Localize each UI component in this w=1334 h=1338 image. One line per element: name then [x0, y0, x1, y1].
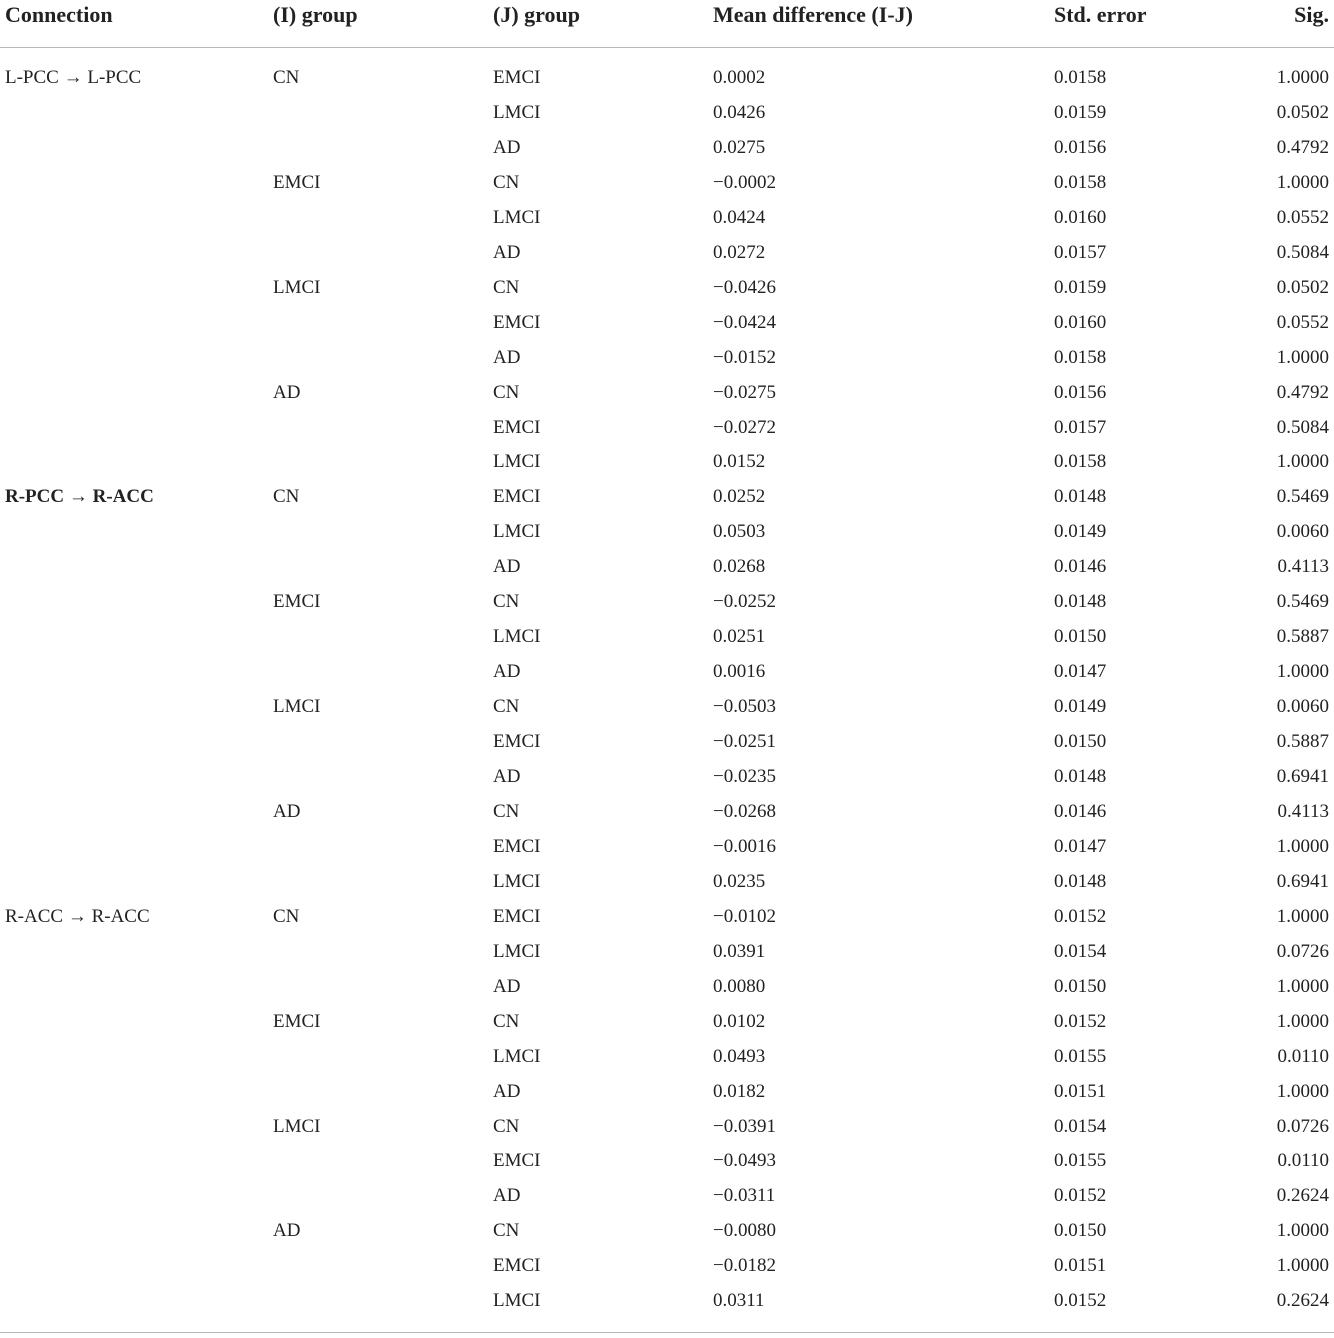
mean-difference-cell: −0.0016 [713, 835, 776, 857]
std-error-cell: 0.0148 [1054, 486, 1107, 508]
mean-difference-cell: 0.0493 [713, 1045, 766, 1067]
i-group-cell: LMCI [273, 696, 321, 718]
j-group-cell: CN [493, 1220, 520, 1242]
std-error-cell: 0.0155 [1054, 1045, 1107, 1067]
std-error-cell: 0.0154 [1054, 940, 1107, 962]
i-group-cell: LMCI [273, 1115, 321, 1137]
sig-cell: 1.0000 [1276, 835, 1329, 857]
sig-cell: 1.0000 [1276, 1255, 1329, 1277]
std-error-cell: 0.0150 [1054, 1220, 1107, 1242]
mean-difference-cell: −0.0424 [713, 311, 776, 333]
i-group-cell: AD [273, 1220, 301, 1242]
std-error-cell: 0.0160 [1054, 311, 1107, 333]
sig-cell: 0.0552 [1276, 206, 1329, 228]
sig-cell: 1.0000 [1276, 346, 1329, 368]
sig-cell: 1.0000 [1276, 1080, 1329, 1102]
std-error-cell: 0.0150 [1054, 975, 1107, 997]
sig-cell: 0.2624 [1276, 1290, 1329, 1312]
table-row [0, 1074, 1334, 1109]
std-error-cell: 0.0147 [1054, 835, 1107, 857]
j-group-cell: AD [493, 556, 521, 578]
table-row [0, 479, 1334, 514]
std-error-cell: 0.0151 [1054, 1080, 1107, 1102]
j-group-cell: CN [493, 591, 520, 613]
mean-difference-cell: −0.0182 [713, 1255, 776, 1277]
j-group-cell: AD [493, 1080, 521, 1102]
std-error-cell: 0.0158 [1054, 171, 1107, 193]
std-error-cell: 0.0150 [1054, 731, 1107, 753]
table-row [0, 60, 1334, 95]
std-error-cell: 0.0159 [1054, 276, 1107, 298]
j-group-cell: CN [493, 1115, 520, 1137]
table-header [0, 0, 1334, 48]
std-error-cell: 0.0146 [1054, 556, 1107, 578]
std-error-cell: 0.0148 [1054, 591, 1107, 613]
table-row [0, 864, 1334, 899]
j-group-cell: LMCI [493, 626, 541, 648]
mean-difference-cell: −0.0102 [713, 905, 776, 927]
mean-difference-cell: 0.0235 [713, 870, 766, 892]
sig-cell: 0.4792 [1276, 381, 1329, 403]
j-group-cell: LMCI [493, 206, 541, 228]
table-row [0, 340, 1334, 375]
j-group-cell: CN [493, 276, 520, 298]
table-row [0, 724, 1334, 759]
sig-cell: 0.5887 [1276, 626, 1329, 648]
mean-difference-cell: −0.0152 [713, 346, 776, 368]
table-row [0, 514, 1334, 549]
table-row [0, 410, 1334, 445]
j-group-cell: EMCI [493, 1255, 541, 1277]
mean-difference-cell: 0.0311 [713, 1290, 765, 1312]
j-group-cell: CN [493, 696, 520, 718]
table-row [0, 305, 1334, 340]
i-group-cell: EMCI [273, 171, 321, 193]
sig-cell: 0.0552 [1276, 311, 1329, 333]
sig-cell: 0.0060 [1276, 696, 1329, 718]
j-group-cell: EMCI [493, 835, 541, 857]
mean-difference-cell: −0.0252 [713, 591, 776, 613]
table-row [0, 1213, 1334, 1248]
j-group-cell: LMCI [493, 521, 541, 543]
j-group-cell: EMCI [493, 486, 541, 508]
mean-difference-cell: 0.0426 [713, 101, 766, 123]
j-group-cell: AD [493, 346, 521, 368]
i-group-cell: CN [273, 67, 300, 88]
table-row [0, 1283, 1334, 1318]
table-row [0, 235, 1334, 270]
j-group-cell: AD [493, 241, 521, 263]
mean-difference-cell: 0.0275 [713, 136, 766, 158]
sig-cell: 0.2624 [1276, 1185, 1329, 1207]
std-error-cell: 0.0156 [1054, 381, 1107, 403]
table-row [0, 829, 1334, 864]
j-group-cell: EMCI [493, 905, 541, 927]
table-row [0, 375, 1334, 410]
j-group-cell: EMCI [493, 311, 541, 333]
std-error-cell: 0.0158 [1054, 451, 1107, 473]
table-row [0, 794, 1334, 829]
sig-cell: 0.0726 [1276, 940, 1329, 962]
sig-cell: 0.0110 [1277, 1045, 1329, 1067]
table-row [0, 1248, 1334, 1283]
i-group-cell: CN [273, 486, 300, 508]
sig-cell: 0.5887 [1276, 731, 1329, 753]
j-group-cell: AD [493, 975, 521, 997]
i-group-cell: LMCI [273, 276, 321, 298]
table-row [0, 270, 1334, 305]
sig-cell: 0.0060 [1276, 521, 1329, 543]
i-group-cell: AD [273, 381, 301, 403]
sig-cell: 1.0000 [1276, 67, 1329, 88]
sig-cell: 1.0000 [1276, 1220, 1329, 1242]
i-group-cell: EMCI [273, 1010, 321, 1032]
j-group-cell: CN [493, 1010, 520, 1032]
sig-cell: 0.5469 [1276, 486, 1329, 508]
std-error-cell: 0.0148 [1054, 870, 1107, 892]
mean-difference-cell: 0.0016 [713, 661, 766, 683]
std-error-cell: 0.0155 [1054, 1150, 1107, 1172]
table-row [0, 1143, 1334, 1178]
sig-cell: 0.4113 [1277, 556, 1329, 578]
header-i-group: (I) group [273, 2, 358, 27]
mean-difference-cell: −0.0080 [713, 1220, 776, 1242]
mean-difference-cell: 0.0002 [713, 67, 766, 88]
table-row [0, 1178, 1334, 1213]
mean-difference-cell: −0.0002 [713, 171, 776, 193]
sig-cell: 1.0000 [1276, 1010, 1329, 1032]
j-group-cell: AD [493, 1185, 521, 1207]
table-row [0, 619, 1334, 654]
connection-cell: R-PCC → R-ACC [5, 486, 154, 508]
table-row [0, 1109, 1334, 1144]
mean-difference-cell: 0.0182 [713, 1080, 766, 1102]
std-error-cell: 0.0152 [1054, 1290, 1107, 1312]
sig-cell: 1.0000 [1276, 451, 1329, 473]
connection-cell: L-PCC → L-PCC [5, 67, 142, 88]
i-group-cell: EMCI [273, 591, 321, 613]
header-sig: Sig. [1294, 2, 1329, 27]
std-error-cell: 0.0152 [1054, 1010, 1107, 1032]
std-error-cell: 0.0154 [1054, 1115, 1107, 1137]
sig-cell: 0.0726 [1276, 1115, 1329, 1137]
std-error-cell: 0.0152 [1054, 1185, 1107, 1207]
j-group-cell: EMCI [493, 1150, 541, 1172]
sig-cell: 0.5084 [1276, 241, 1329, 263]
j-group-cell: EMCI [493, 416, 541, 438]
std-error-cell: 0.0151 [1054, 1255, 1107, 1277]
mean-difference-cell: 0.0252 [713, 486, 766, 508]
table-row [0, 759, 1334, 794]
sig-cell: 0.0502 [1276, 276, 1329, 298]
mean-difference-cell: −0.0251 [713, 731, 776, 753]
std-error-cell: 0.0157 [1054, 416, 1107, 438]
table-row [0, 165, 1334, 200]
j-group-cell: LMCI [493, 1045, 541, 1067]
sig-cell: 0.0502 [1276, 101, 1329, 123]
mean-difference-cell: −0.0426 [713, 276, 776, 298]
i-group-cell: AD [273, 800, 301, 822]
mean-difference-cell: −0.0235 [713, 766, 776, 787]
mean-difference-cell: 0.0102 [713, 1010, 766, 1032]
mean-difference-cell: 0.0272 [713, 241, 766, 263]
table-row [0, 95, 1334, 130]
j-group-cell: LMCI [493, 940, 541, 962]
table-row [0, 200, 1334, 235]
table-row [0, 969, 1334, 1004]
j-group-cell: CN [493, 800, 520, 822]
j-group-cell: EMCI [493, 731, 541, 753]
table-row [0, 1039, 1334, 1074]
connection-cell: R-ACC → R-ACC [5, 905, 150, 927]
std-error-cell: 0.0149 [1054, 696, 1107, 718]
std-error-cell: 0.0152 [1054, 905, 1107, 927]
sig-cell: 0.6941 [1276, 870, 1329, 892]
table-row [0, 654, 1334, 689]
i-group-cell: CN [273, 905, 300, 927]
mean-difference-cell: −0.0493 [713, 1150, 776, 1172]
sig-cell: 0.6941 [1276, 766, 1329, 787]
table-row [0, 584, 1334, 619]
std-error-cell: 0.0158 [1054, 346, 1107, 368]
std-error-cell: 0.0146 [1054, 800, 1107, 822]
sig-cell: 1.0000 [1276, 905, 1329, 927]
j-group-cell: AD [493, 136, 521, 158]
sig-cell: 0.5084 [1276, 416, 1329, 438]
sig-cell: 0.5469 [1276, 591, 1329, 613]
j-group-cell: LMCI [493, 451, 541, 473]
header-j-group: (J) group [493, 2, 580, 27]
std-error-cell: 0.0157 [1054, 241, 1107, 263]
mean-difference-cell: −0.0311 [713, 1185, 776, 1207]
table-row [0, 444, 1334, 479]
table-row [0, 130, 1334, 165]
mean-difference-cell: −0.0275 [713, 381, 776, 403]
table-row [0, 549, 1334, 584]
header-std-error: Std. error [1054, 2, 1147, 27]
std-error-cell: 0.0148 [1054, 766, 1107, 787]
mean-difference-cell: 0.0503 [713, 521, 766, 543]
std-error-cell: 0.0156 [1054, 136, 1107, 158]
header-connection: Connection [5, 2, 113, 27]
j-group-cell: LMCI [493, 101, 541, 123]
sig-cell: 0.4792 [1276, 136, 1329, 158]
header-mean-difference: Mean difference (I-J) [713, 2, 913, 27]
mean-difference-cell: 0.0391 [713, 940, 766, 962]
mean-difference-cell: −0.0391 [713, 1115, 776, 1137]
mean-difference-cell: 0.0251 [713, 626, 766, 648]
table-row [0, 1004, 1334, 1039]
std-error-cell: 0.0147 [1054, 661, 1107, 683]
table-row [0, 899, 1334, 934]
sig-cell: 1.0000 [1276, 975, 1329, 997]
j-group-cell: AD [493, 766, 521, 787]
mean-difference-cell: 0.0152 [713, 451, 766, 473]
std-error-cell: 0.0160 [1054, 206, 1107, 228]
std-error-cell: 0.0150 [1054, 626, 1107, 648]
std-error-cell: 0.0149 [1054, 521, 1107, 543]
sig-cell: 0.4113 [1277, 800, 1329, 822]
mean-difference-cell: −0.0272 [713, 416, 776, 438]
table-row [0, 689, 1334, 724]
j-group-cell: LMCI [493, 870, 541, 892]
mean-difference-cell: −0.0503 [713, 696, 776, 718]
std-error-cell: 0.0158 [1054, 67, 1107, 88]
table-row [0, 934, 1334, 969]
mean-difference-cell: 0.0080 [713, 975, 766, 997]
sig-cell: 1.0000 [1276, 171, 1329, 193]
j-group-cell: EMCI [493, 67, 541, 88]
j-group-cell: LMCI [493, 1290, 541, 1312]
mean-difference-cell: 0.0268 [713, 556, 766, 578]
sig-cell: 0.0110 [1277, 1150, 1329, 1172]
mean-difference-cell: −0.0268 [713, 800, 776, 822]
mean-difference-cell: 0.0424 [713, 206, 766, 228]
sig-cell: 1.0000 [1276, 661, 1329, 683]
j-group-cell: AD [493, 661, 521, 683]
bottom-rule [0, 1332, 1334, 1333]
j-group-cell: CN [493, 381, 520, 403]
j-group-cell: CN [493, 171, 520, 193]
std-error-cell: 0.0159 [1054, 101, 1107, 123]
